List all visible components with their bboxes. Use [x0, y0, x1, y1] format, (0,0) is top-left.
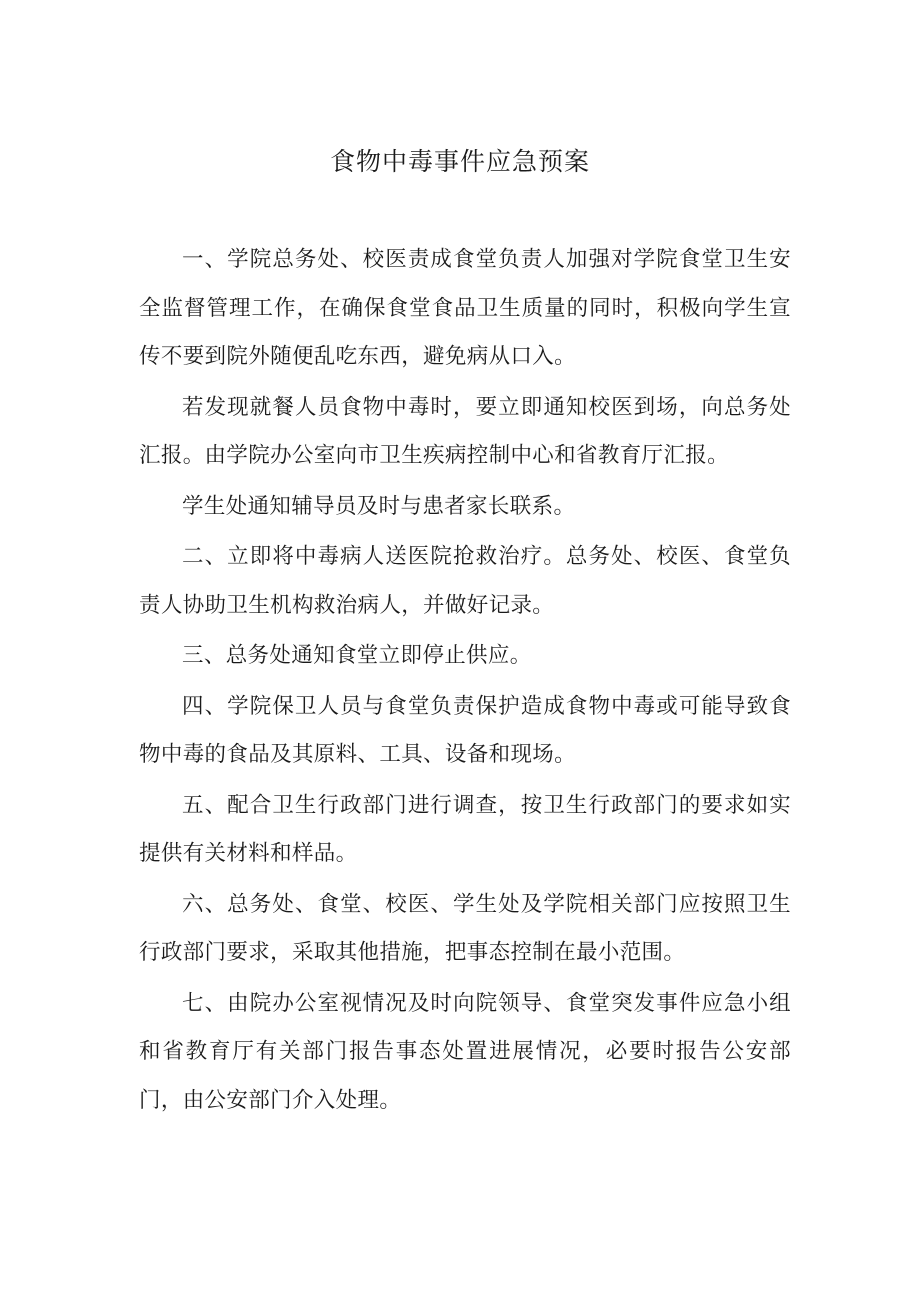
- paragraph-8: 六、总务处、食堂、校医、学生处及学院相关部门应按照卫生行政部门要求，采取其他措施，把事态控制在最小范围。: [139, 891, 791, 965]
- document-body: [139, 236, 791, 1127]
- paragraph-6: 四、学院保卫人员与食堂负责保护造成食物中毒或可能导致食物中毒的食品及其原料、工具、设备和现场。: [139, 693, 791, 767]
- paragraph-1: 一、学院总务处、校医责成食堂负责人加强对学院食堂卫生安全监督管理工作，在确保食堂食品卫生质量的同时，积极向学生宣传不要到院外随便乱吃东西，避免病从口入。: [139, 247, 791, 369]
- paragraph-4: 二、立即将中毒病人送医院抢救治疗。总务处、校医、食堂负责人协助卫生机构救治病人，并做好记录。: [139, 544, 791, 618]
- paragraph-2: 若发现就餐人员食物中毒时，要立即通知校医到场，向总务处汇报。由学院办公室向市卫生疾病控制中心和省教育厅汇报。: [139, 394, 791, 468]
- document-title: 食物中毒事件应急预案: [329, 147, 590, 176]
- paragraph-9: 七、由院办公室视情况及时向院领导、食堂突发事件应急小组和省教育厅有关部门报告事态处置进展情况，必要时报告公安部门，由公安部门介入处理。: [139, 990, 791, 1113]
- paragraph-3: 学生处通知辅导员及时与患者家长联系。: [182, 493, 576, 519]
- paragraph-7: 五、配合卫生行政部门进行调查，按卫生行政部门的要求如实提供有关材料和样品。: [139, 792, 791, 866]
- paragraph-5: 三、总务处通知食堂立即停止供应。: [182, 643, 532, 668]
